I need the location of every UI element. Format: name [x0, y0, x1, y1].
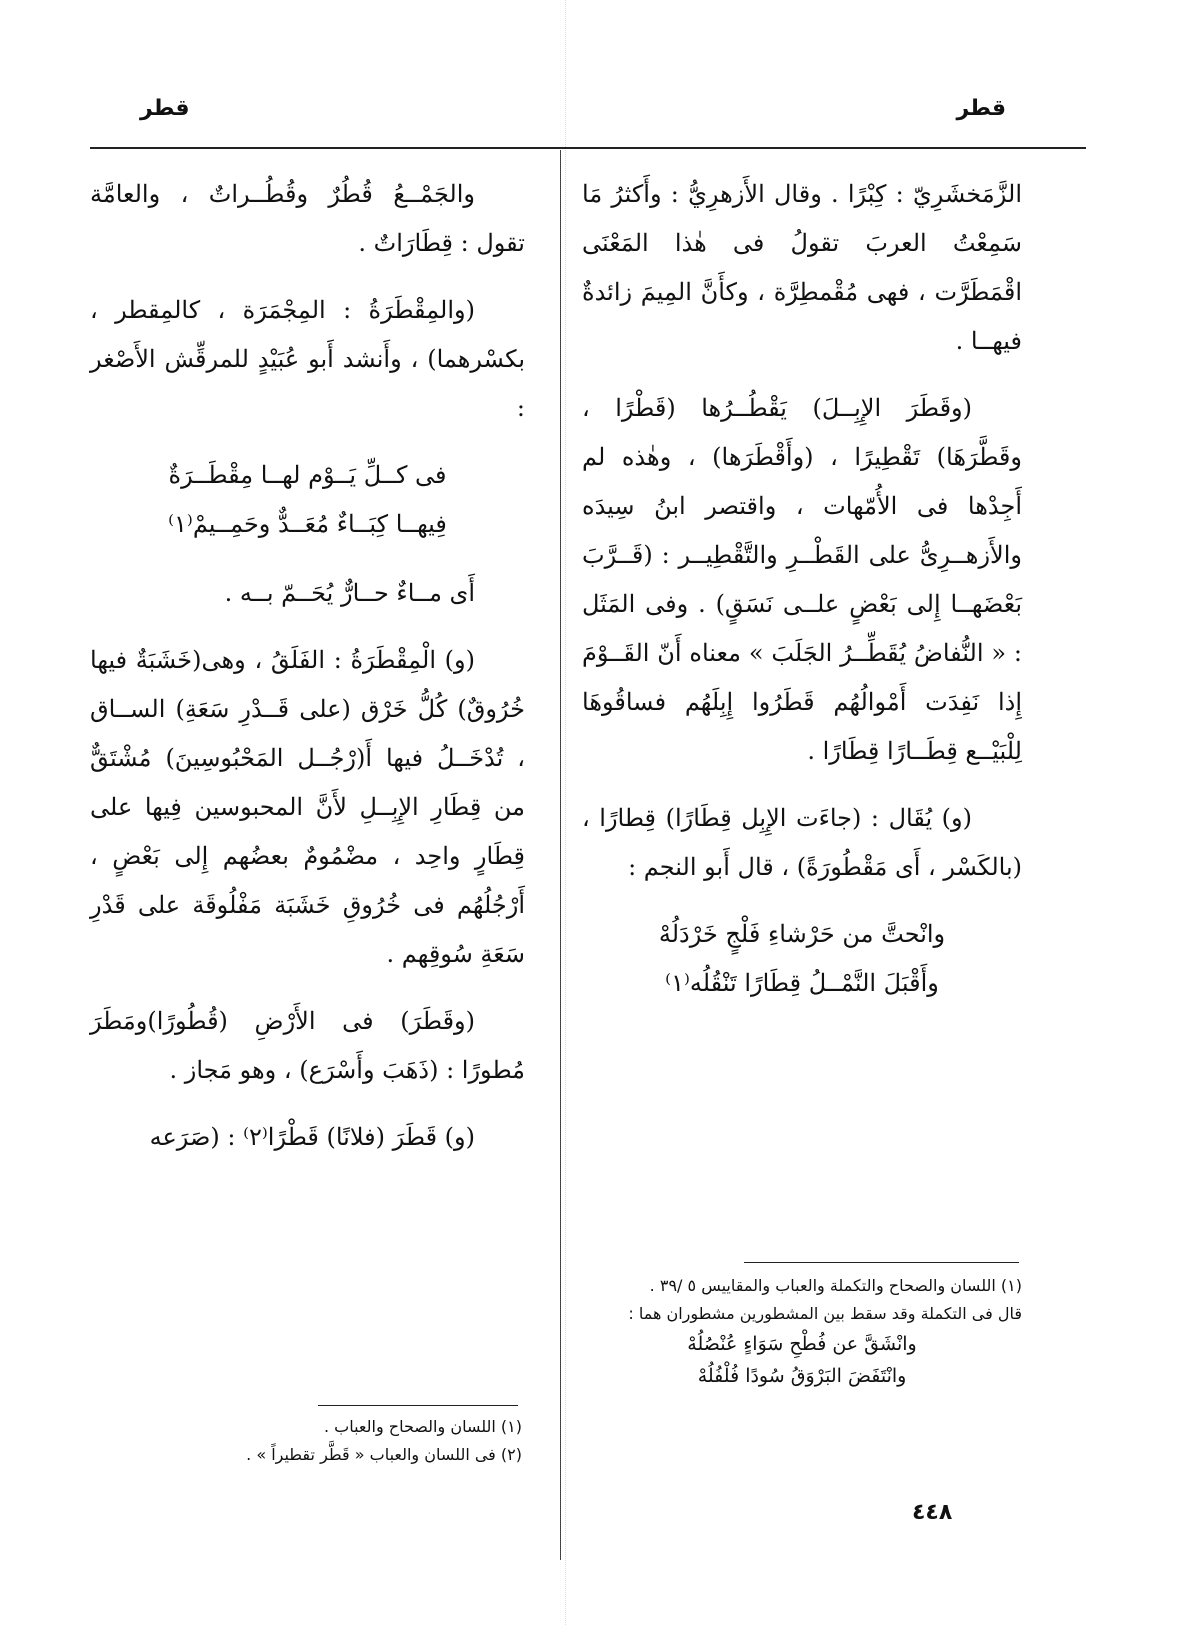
footnote: (١) اللسان والصحاح والتكملة والعباب والمقاييس ٥ /٣٩ . [649, 1276, 1022, 1295]
right-column [582, 170, 1022, 1028]
paragraph: (و) قَطَرَ (فلانًا) قَطْرًا⁽٢⁾ : (صَرَعه [149, 1123, 475, 1151]
paragraph: (وقَطَرَ الإِبِــلَ) يَقْطُــرُها (قَطْرًا ، وقَطَّرَهَا) تَقْطِيرًا ، (وأَقْطَرَها) ، وهٰذه لم أَجِدْها فى الأُمّهات ، واقتصر ابنُ سِيدَه والأَزهــرِىُّ على القَطْــرِ والتَّقْطِيــر : (قَــرَّبَ بَعْضَهــا إِلى بَعْضٍ علــى نَسَقٍ) . وفى المَثَل : « النُّفاضُ يُقَطِّــرُ الجَلَبَ » معناه أَنّ القَــوْمَ إِذا نَفِدَت أَمْوالُهُم قَطَرُوا إِبِلَهُم فساقُوهَا لِلْبَيْــع قِطَــارًا قِطَارًا . [582, 394, 1022, 765]
left-column [90, 170, 525, 1180]
paragraph: (و) يُقَال : (جاءَت الإِبِل قِطَارًا) قِطارًا ، (بالكَسْر ، أَى مَقْطُورَةً) ، قال أَبو النجم : [582, 804, 1022, 881]
footnote-rule [744, 1262, 1019, 1263]
footnotes-right [582, 1272, 1022, 1392]
paragraph: الزَّمَخشَرِيّ : كِبْرًا . وقال الأَزهرِيُّ : وأَكثرُ مَا سَمِعْتُ العربَ تقولُ فى هٰذا المَعْنَى اقْمَطَرَّت ، فهى مُقْمطِرَّة ، وكأَنَّ المِيمَ زائدةٌ فيهــا . [582, 180, 1022, 355]
paragraph: (وقَطَرَ) فى الأَرْضِ (قُطُورًا)ومَطَرَ مُطورًا : (ذَهَبَ وأَسْرَع) ، وهو مَجاز . [90, 1007, 525, 1084]
page-number: ٤٤٨ [912, 1500, 953, 1525]
footnote: (١) اللسان والصحاح والعباب . [323, 1417, 522, 1436]
paragraph: (و) الْمِقْطَرَةُ : الفَلَقُ ، وهى(خَشَبَةٌ فيها خُرُوقٌ) كُلُّ خَرْق (على قَــدْرِ سَعَةِ) الســاق ، تُدْخَــلُ فيها أَ(رْجُــل المَحْبُوسِينَ) مُشْتَقٌّ من قِطَارِ الإِبِــلِ لأَنَّ المحبوسين فِيها على قِطَارٍ واحِد ، مضْمُومٌ بعضُهم إِلى بَعْضٍ ، أَرْجُلُهُم فى خُرُوقِ خَشَبَة مَفْلُوقَة على قَدْرِ سَعَةِ سُوقِهم . [90, 646, 525, 968]
footnote: (٢) فى اللسان والعباب « قَطَّر تقطيراً » . [246, 1445, 522, 1464]
running-header-left: قطر [140, 96, 190, 121]
scan-grid-line [565, 0, 566, 1625]
verse-block [582, 910, 1022, 1008]
paragraph: والجَمْــعُ قُطُرٌ وقُطُــراتٌ ، والعامَّة تقول : قِطَارَاتٌ . [90, 180, 525, 257]
verse-block [90, 451, 525, 549]
column-separator [560, 150, 561, 1560]
verse-line: وأَقْبَلَ النَّمْــلُ قِطَارًا تَنْقُلُه⁽١⁾ [665, 969, 939, 997]
footnote-verse: وانْتَفَضَ البَرْوَقُ سُودًا فُلْفُلُهْ [697, 1365, 907, 1387]
verse-line: وانْحتَّ من حَرْشاءِ فَلْجٍ خَرْدَلُهْ [658, 920, 946, 948]
footnote-verse: وانْشَقَّ عن فُطْحِ سَوَاءٍ عُنْصُلُهْ [687, 1333, 917, 1355]
header-rule [90, 147, 1086, 149]
verse-line: فى كــلِّ يَــوْم لهــا مِقْطَــرَةٌ [168, 461, 447, 489]
footnote: قال فى التكملة وقد سقط بين المشطورين مشطوران هما : [628, 1304, 1022, 1323]
paragraph: (والمِقْطَرَةُ : المِجْمَرَة ، كالمِقطر ، بكسْرهما) ، وأَنشد أَبو عُبَيْدٍ للمرقِّش الأَصْغر : [90, 296, 525, 422]
footnotes-left [90, 1413, 522, 1469]
running-header-right: قطر [956, 96, 1006, 121]
footnote-rule [318, 1405, 518, 1406]
verse-line: فِيهــا كِبَــاءٌ مُعَــدٌّ وحَمِــيمْ⁽١⁾ [168, 510, 447, 538]
paragraph: أَى مــاءٌ حــارٌّ يُحَــمّ بــه . [224, 579, 475, 607]
